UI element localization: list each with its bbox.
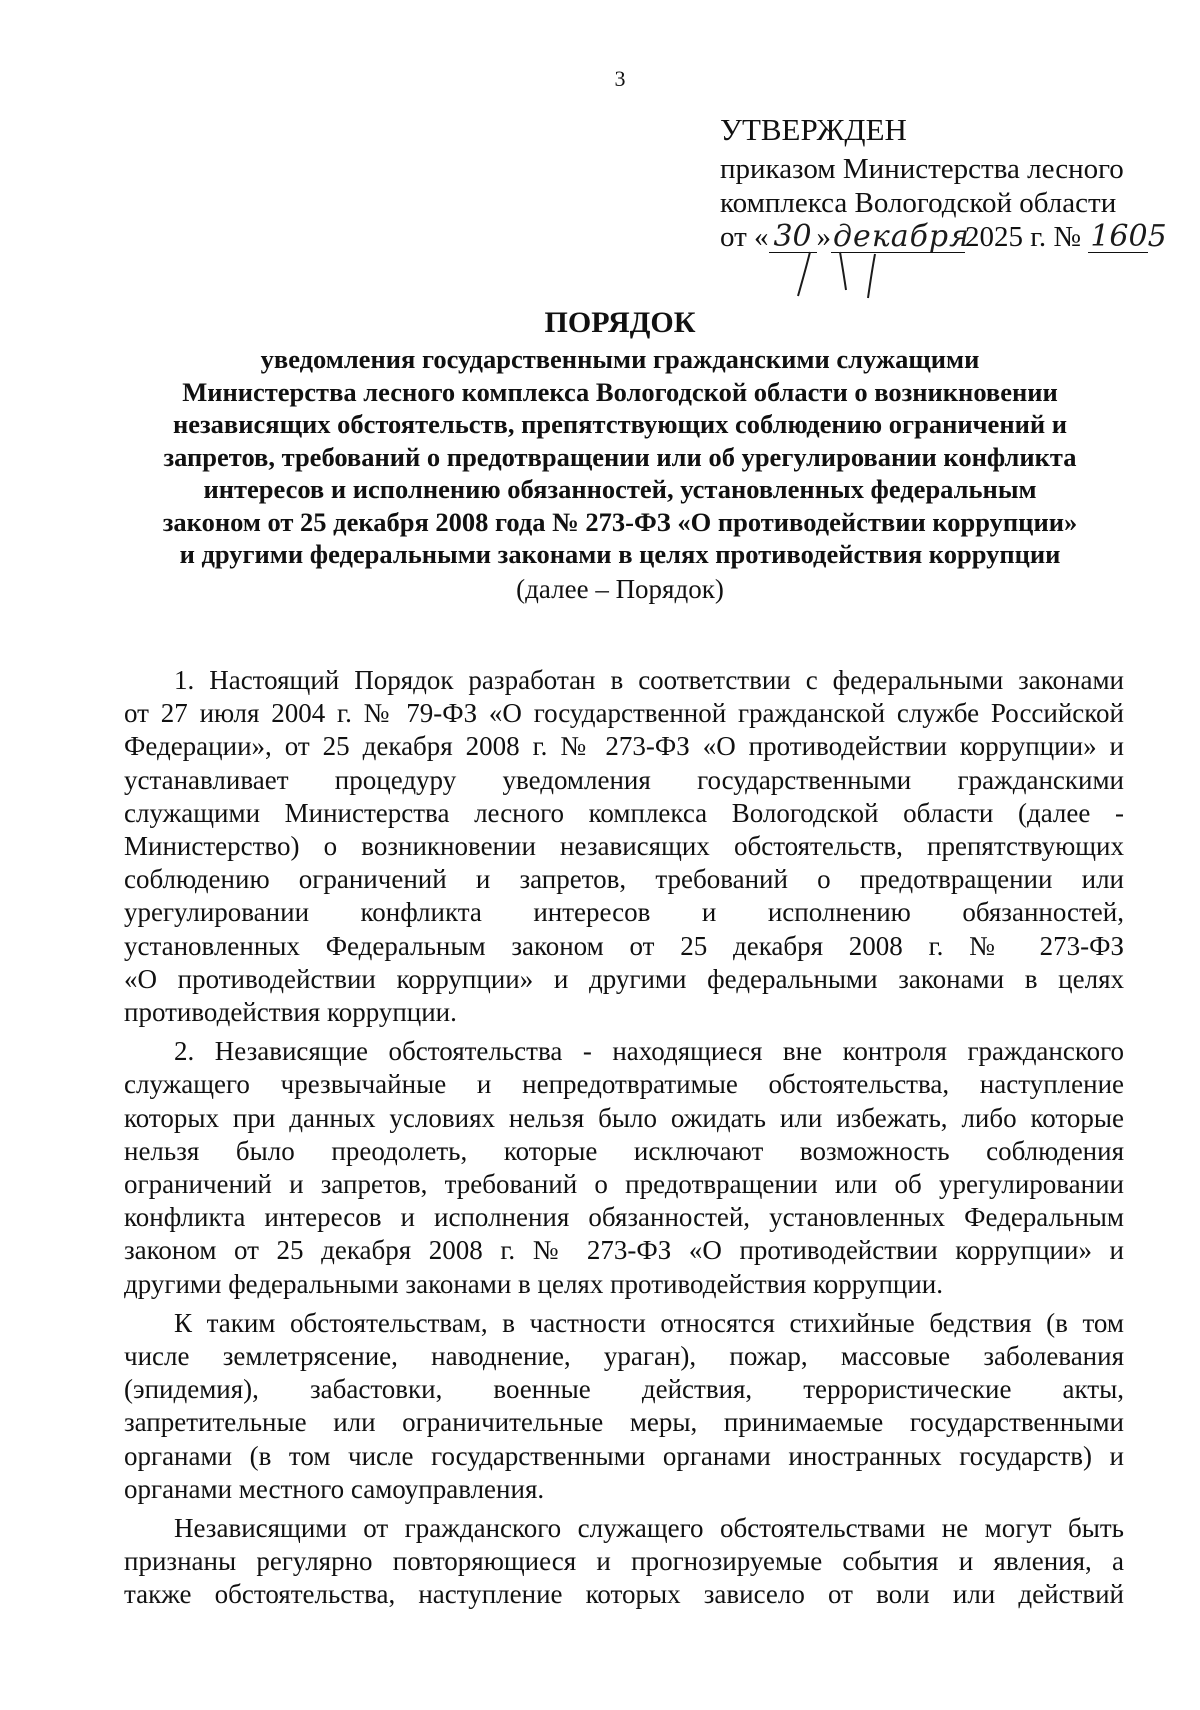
paragraph xyxy=(124,1035,1124,1301)
paragraph-line: противодействия коррупции. xyxy=(124,997,457,1028)
page-number: 3 xyxy=(614,66,626,91)
paragraph-line: признаны регулярно повторяющиеся и прогнозируемые события и явления, а xyxy=(124,1546,1124,1577)
paragraph-line: конфликта интересов и исполнения обязанностей, установленных Федеральным xyxy=(124,1202,1124,1233)
document-heading xyxy=(120,303,1120,606)
document-subtitle xyxy=(120,343,1120,571)
handwritten-month: декабря xyxy=(833,219,970,254)
subtitle-line: и другими федеральными законами в целях противодействия коррупции xyxy=(179,539,1061,569)
paragraph-line: нельзя было преодолеть, которые исключают возможность соблюдения xyxy=(124,1135,1124,1166)
paragraph-line: Министерство) о возникновении независящих обстоятельств, препятствующих xyxy=(124,831,1124,862)
paragraph-line: Федерации», от 25 декабря 2008 г. № 273-ФЗ «О противодействии коррупции» и xyxy=(124,731,1124,762)
paragraph-line: числе землетрясение, наводнение, ураган), пожар, массовые заболевания xyxy=(124,1341,1124,1372)
subtitle-line: уведомления государственными гражданскими служащими xyxy=(260,344,980,374)
document-title: ПОРЯДОК xyxy=(544,306,696,339)
subtitle-line: запретов, требований о предотвращении или об урегулировании конфликта xyxy=(163,441,1077,472)
paragraph-line: (эпидемия), забастовки, военные действия, террористические акты, xyxy=(124,1374,1124,1405)
paragraph-line: 1. Настоящий Порядок разработан в соответствии с федеральными законами xyxy=(174,665,1124,695)
date-year: 2025 г. № xyxy=(965,221,1082,253)
date-prefix: от « xyxy=(720,221,769,253)
paragraph-line: служащими Министерства лесного комплекса Вологодской области (далее - xyxy=(124,797,1124,828)
paragraph-line: также обстоятельства, наступление которых зависело от воли или действий xyxy=(124,1579,1124,1610)
paragraph-line: ограничений и запретов, требований о предотвращении или об урегулировании xyxy=(124,1169,1124,1200)
paragraph-line: которых при данных условиях нельзя было ожидать или избежать, либо которые xyxy=(124,1102,1124,1133)
subtitle-line: независящих обстоятельств, препятствующих соблюдению ограничений и xyxy=(172,409,1068,439)
paragraph xyxy=(124,1512,1124,1612)
approval-stamp: УТВЕРЖДЕН xyxy=(720,112,907,147)
paragraph-line: К таким обстоятельствам, в частности относятся стихийные бедствия (в том xyxy=(174,1307,1124,1338)
handwriting-stroke xyxy=(780,250,890,300)
subtitle-line: законом от 25 декабря 2008 года № 273-ФЗ «О противодействии коррупции» xyxy=(162,506,1078,537)
handwritten-order-number: 1605 xyxy=(1090,219,1167,254)
paragraph-line: органами (в том числе государственными органами иностранных государств) и xyxy=(124,1440,1124,1471)
paragraph-line: другими федеральными законами в целях противодействия коррупции. xyxy=(124,1268,943,1299)
paragraph xyxy=(124,664,1124,1029)
document-body xyxy=(124,664,1124,1612)
date-day-close: » xyxy=(816,221,832,253)
paragraph-line: запретительные или ограничительные меры, принимаемые государственными xyxy=(124,1407,1124,1438)
approval-line-2: комплекса Вологодской области xyxy=(720,187,1117,219)
paragraph-line: служащего чрезвычайные и непредотвратимые обстоятельства, наступление xyxy=(124,1069,1124,1100)
subtitle-line: Министерства лесного комплекса Вологодской области о возникновении xyxy=(182,376,1058,407)
approval-block xyxy=(720,112,1167,254)
approval-date-line xyxy=(720,219,1167,254)
subtitle-line: интересов и исполнению обязанностей, установленных федеральным xyxy=(203,474,1037,504)
paragraph-line: законом от 25 декабря 2008 г. № 273-ФЗ «О противодействии коррупции» и xyxy=(124,1235,1124,1266)
paragraph-line: урегулировании конфликта интересов и исполнению обязанностей, xyxy=(124,897,1124,928)
paragraph-line: от 27 июля 2004 г. № 79-ФЗ «О государственной гражданской службе Российской xyxy=(124,698,1124,729)
paragraph-line: органами местного самоуправления. xyxy=(124,1473,545,1504)
paragraph-line: «О противодействии коррупции» и другими федеральными законами в целях xyxy=(124,963,1124,994)
paragraph-line: Независящими от гражданского служащего обстоятельствами не могут быть xyxy=(174,1513,1124,1544)
document-subtitle-note: (далее – Порядок) xyxy=(516,573,724,604)
handwritten-day: 30 xyxy=(769,222,817,253)
paragraph-line: устанавливает процедуру уведомления государственными гражданскими xyxy=(124,764,1124,795)
paragraph-line: установленных Федеральным законом от 25 декабря 2008 г. № 273-ФЗ xyxy=(124,930,1124,961)
approval-line-1: приказом Министерства лесного xyxy=(720,153,1124,185)
paragraph xyxy=(124,1307,1124,1506)
paragraph-line: 2. Независящие обстоятельства - находящиеся вне контроля гражданского xyxy=(174,1036,1124,1067)
paragraph-line: соблюдению ограничений и запретов, требований о предотвращении или xyxy=(124,864,1124,895)
